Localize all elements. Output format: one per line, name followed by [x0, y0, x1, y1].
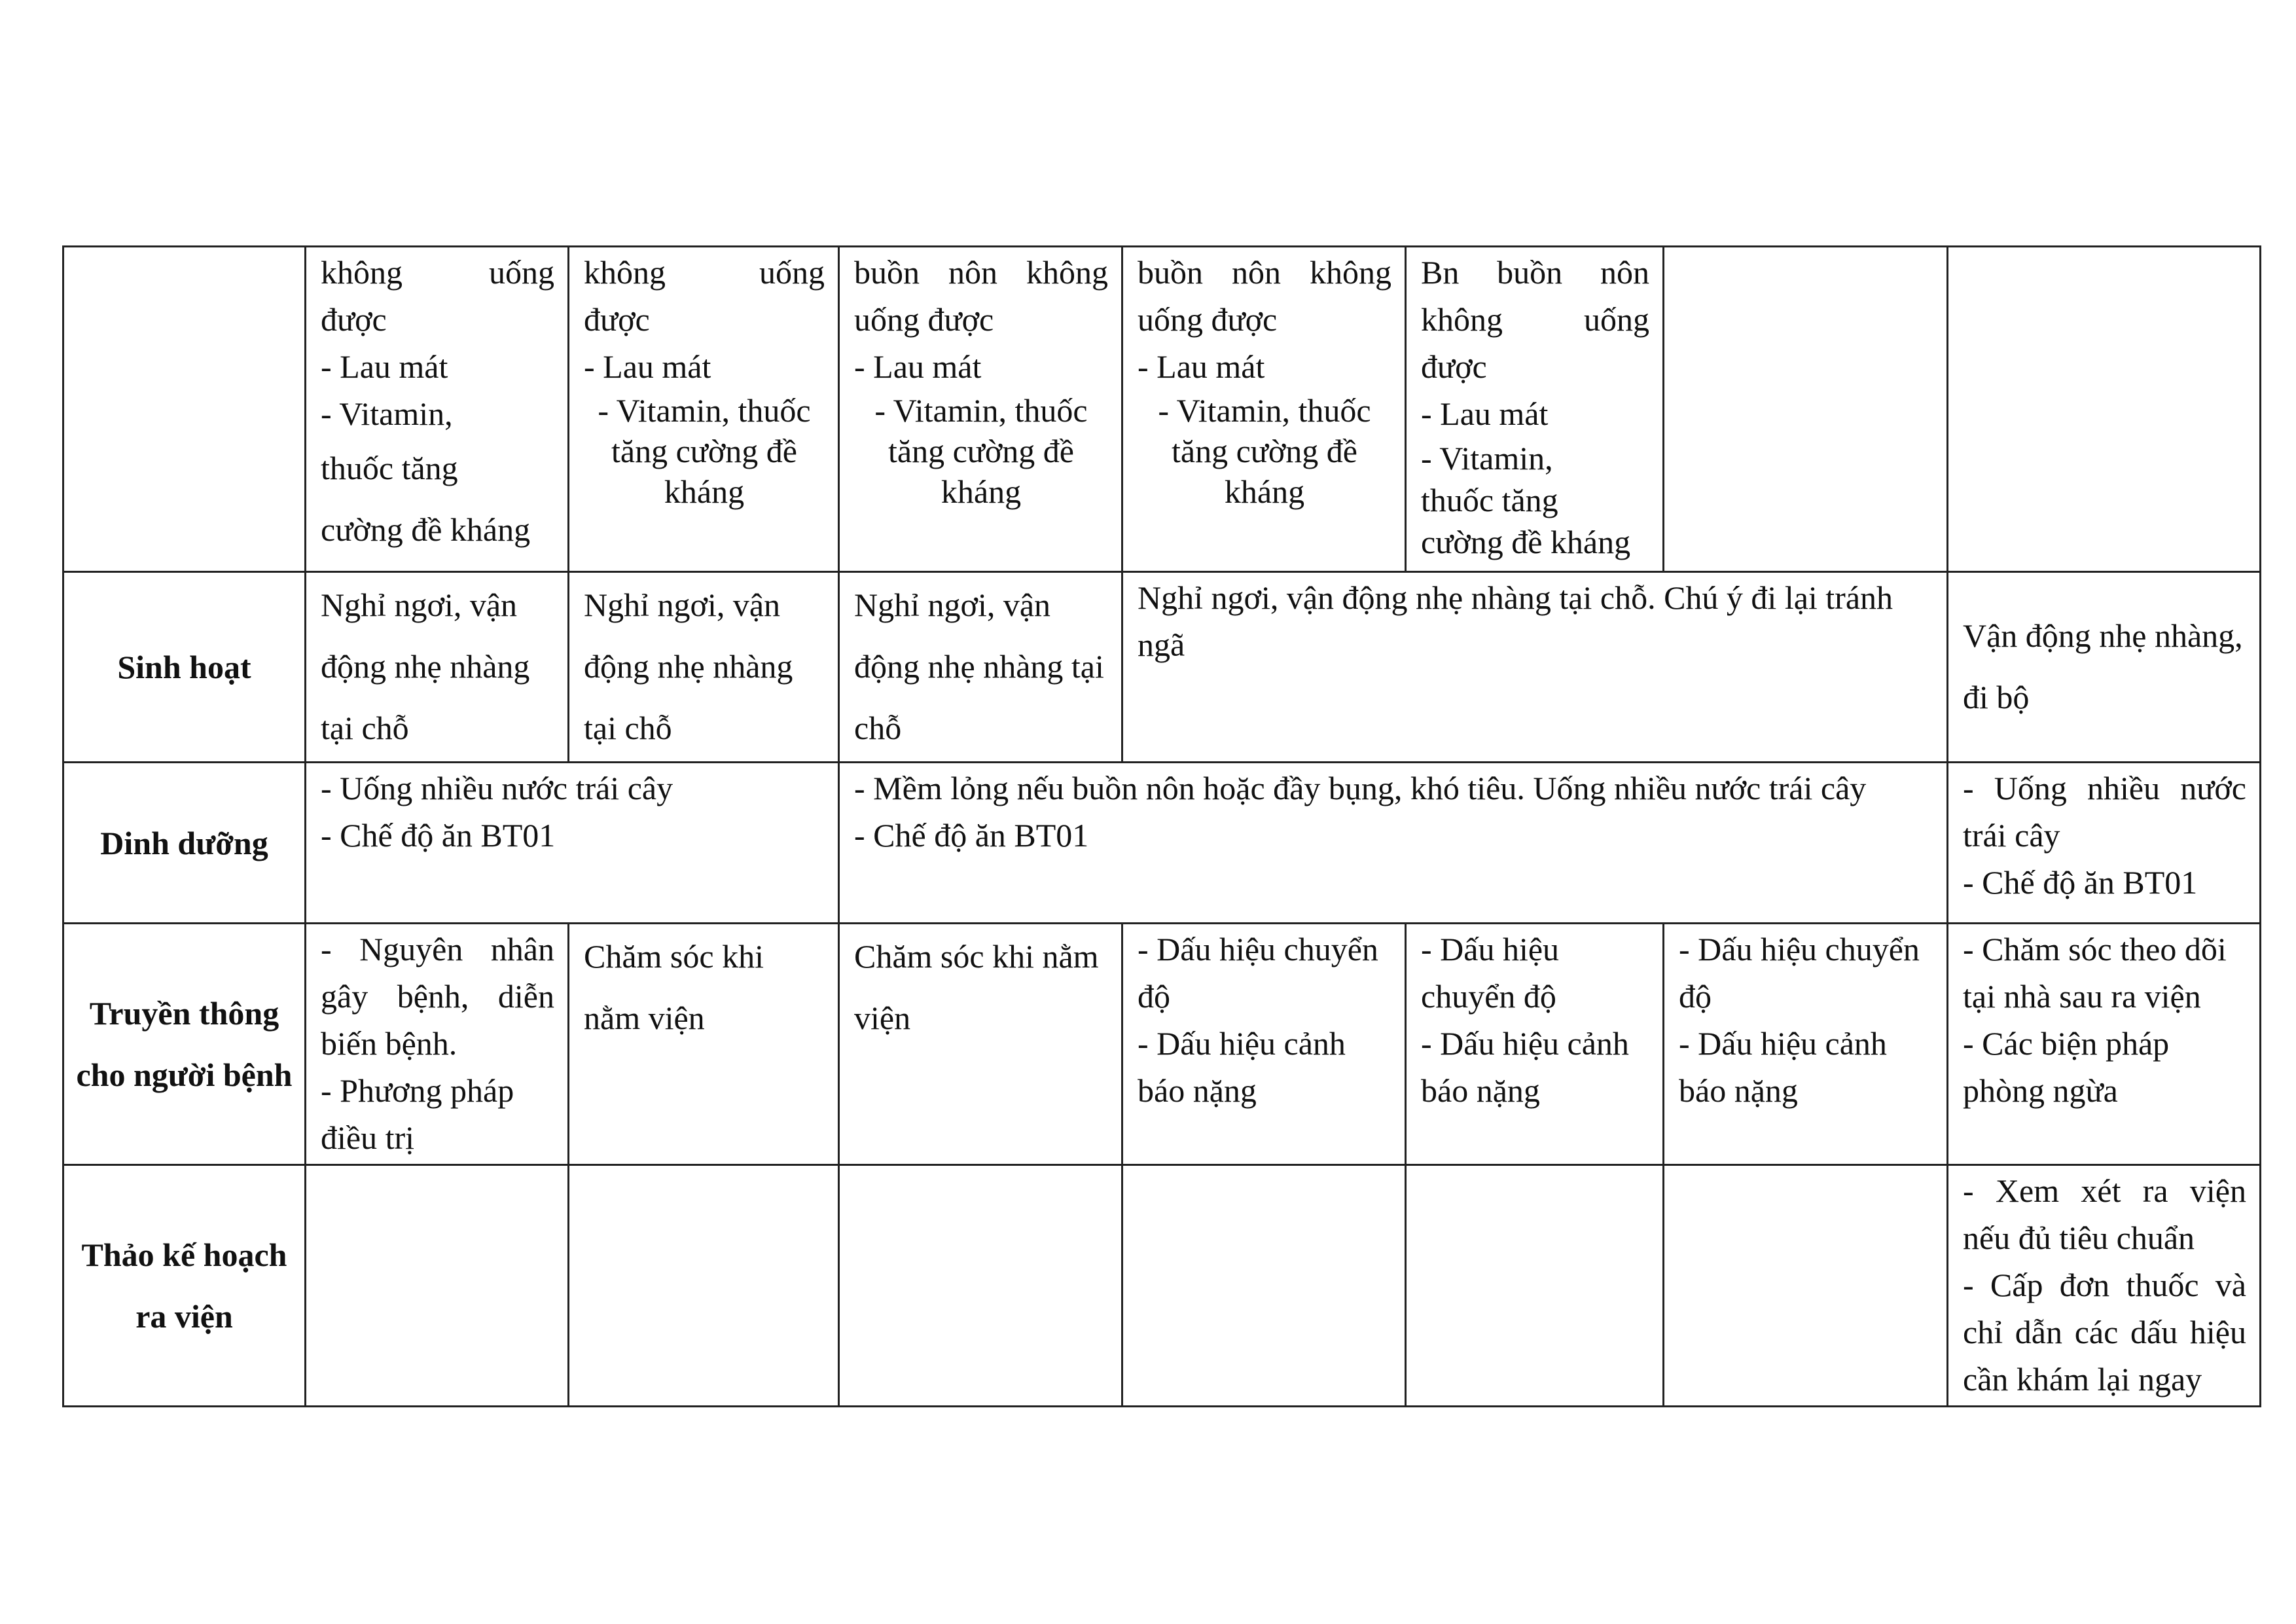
discharge-cell-day4	[1122, 1165, 1406, 1407]
cell-text: - Lau mát	[1421, 395, 1549, 432]
cell-text: kháng	[1224, 473, 1305, 510]
care-cell-day3	[839, 247, 1122, 572]
care-row	[63, 247, 2261, 572]
activity-cell-discharge: Vận động nhẹ nhàng, đi bộ	[1948, 572, 2261, 763]
communication-cell-day4	[1122, 924, 1406, 1165]
cell-text: không uống	[584, 254, 825, 291]
communication-cell-day3: Chăm sóc khi nằm viện	[839, 924, 1122, 1165]
cell-text: - Lau mát	[321, 348, 448, 385]
cell-text: - Vitamin, thuốc	[874, 392, 1088, 429]
cell-text: - Xem xét ra viện nếu đủ tiêu chuẩn	[1963, 1172, 2246, 1256]
cell-text: tăng cường đề	[1171, 433, 1357, 469]
cell-text: - Chế độ ăn BT01	[854, 817, 1089, 854]
cell-text: Bn buồn nôn	[1421, 254, 1649, 291]
nutrition-cell-day1-2	[306, 763, 839, 924]
communication-cell-day1	[306, 924, 569, 1165]
nutrition-cell-day3-6	[839, 763, 1948, 924]
cell-text: kháng	[664, 473, 745, 510]
cell-text: - Mềm lỏng nếu buồn nôn hoặc đầy bụng, khó tiêu. Uống nhiều nước trái cây	[854, 770, 1867, 806]
activity-cell-day1: Nghỉ ngơi, vận động nhẹ nhàng tại chỗ	[306, 572, 569, 763]
cell-text: - Vitamin,	[321, 395, 453, 432]
discharge-cell-discharge	[1948, 1165, 2261, 1407]
care-cell-day5	[1406, 247, 1664, 572]
discharge-row	[63, 1165, 2261, 1407]
cell-text: tăng cường đề	[888, 433, 1074, 469]
cell-text: - Dấu hiệu chuyển độ	[1421, 931, 1560, 1015]
cell-text: - Phương pháp điều trị	[321, 1072, 514, 1156]
discharge-cell-day1	[306, 1165, 569, 1407]
cell-text: không uống	[321, 254, 554, 291]
communication-row	[63, 924, 2261, 1165]
cell-text: cường đề kháng	[1421, 524, 1631, 560]
activity-cell-day2: Nghỉ ngơi, vận động nhẹ nhàng tại chỗ	[569, 572, 839, 763]
cell-text: - Vitamin,	[1421, 440, 1553, 477]
care-cell-day2	[569, 247, 839, 572]
cell-text: thuốc tăng	[321, 450, 458, 486]
cell-text: - Dấu hiệu chuyển độ	[1138, 931, 1378, 1015]
cell-text: - Lau mát	[584, 348, 711, 385]
discharge-cell-day3	[839, 1165, 1122, 1407]
row-label-discharge: Thảo kế hoạch ra viện	[63, 1165, 306, 1407]
row-label-communication: Truyền thông cho người bệnh	[63, 924, 306, 1165]
cell-text: không uống	[1421, 301, 1649, 338]
care-plan-table	[62, 245, 2261, 1407]
cell-text: buồn nôn không	[1138, 254, 1391, 291]
cell-text: - Lau mát	[1138, 348, 1265, 385]
cell-text: uống được	[1138, 301, 1278, 338]
care-cell-day1	[306, 247, 569, 572]
communication-cell-day6	[1664, 924, 1948, 1165]
discharge-cell-day5	[1406, 1165, 1664, 1407]
cell-text: kháng	[941, 473, 1022, 510]
care-cell-discharge	[1948, 247, 2261, 572]
cell-text: - Vitamin, thuốc	[598, 392, 811, 429]
cell-text: - Dấu hiệu cảnh báo nặng	[1421, 1025, 1629, 1109]
cell-text: - Uống nhiều nước trái cây	[321, 770, 673, 806]
care-cell-day6	[1664, 247, 1948, 572]
cell-text: được	[321, 301, 387, 338]
row-label-empty	[63, 247, 306, 572]
communication-cell-day5	[1406, 924, 1664, 1165]
cell-text: - Uống nhiều nước trái cây	[1963, 770, 2246, 854]
cell-text: được	[1421, 348, 1487, 385]
communication-cell-discharge	[1948, 924, 2261, 1165]
activity-cell-day3: Nghỉ ngơi, vận động nhẹ nhàng tại chỗ	[839, 572, 1122, 763]
cell-text: uống được	[854, 301, 994, 338]
cell-text: - Vitamin, thuốc	[1158, 392, 1371, 429]
communication-cell-day2: Chăm sóc khi nằm viện	[569, 924, 839, 1165]
cell-text: - Chế độ ăn BT01	[321, 817, 556, 854]
cell-text: cường đề kháng	[321, 511, 531, 548]
discharge-cell-day6	[1664, 1165, 1948, 1407]
cell-text: - Nguyên nhân gây bệnh, diễn biến bệnh.	[321, 931, 554, 1062]
cell-text: thuốc tăng	[1421, 482, 1558, 518]
row-label-activity: Sinh hoạt	[63, 572, 306, 763]
cell-text: được	[584, 301, 650, 338]
cell-text: - Lau mát	[854, 348, 982, 385]
cell-text: - Dấu hiệu cảnh báo nặng	[1138, 1025, 1346, 1109]
cell-text: - Chăm sóc theo dõi tại nhà sau ra viện	[1963, 931, 2227, 1015]
cell-text: - Các biện pháp phòng ngừa	[1963, 1025, 2170, 1109]
cell-text: buồn nôn không	[854, 254, 1108, 291]
cell-text: - Chế độ ăn BT01	[1963, 864, 2198, 901]
cell-text: - Dấu hiệu chuyển độ	[1679, 931, 1920, 1015]
discharge-cell-day2	[569, 1165, 839, 1407]
activity-cell-day4-6: Nghỉ ngơi, vận động nhẹ nhàng tại chỗ. Chú ý đi lại tránh ngã	[1122, 572, 1948, 763]
nutrition-row	[63, 763, 2261, 924]
nutrition-cell-discharge	[1948, 763, 2261, 924]
row-label-nutrition: Dinh dưỡng	[63, 763, 306, 924]
cell-text: tăng cường đề	[611, 433, 797, 469]
cell-text: - Cấp đơn thuốc và chỉ dẫn các dấu hiệu cần khám lại ngay	[1963, 1267, 2246, 1398]
cell-text: - Dấu hiệu cảnh báo nặng	[1679, 1025, 1887, 1109]
care-cell-day4	[1122, 247, 1406, 572]
activity-row	[63, 572, 2261, 763]
